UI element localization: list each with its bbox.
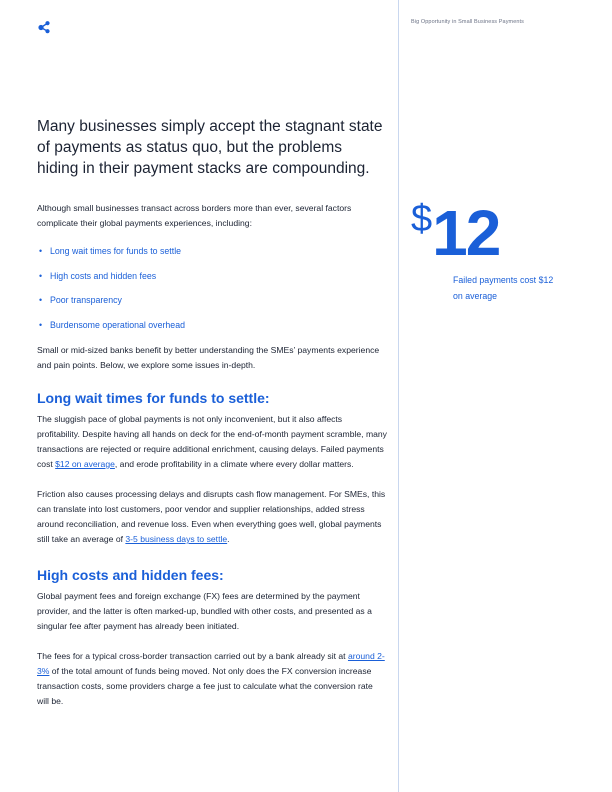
section-heading-costs-fees: High costs and hidden fees: — [37, 567, 224, 583]
list-item: • Poor transparency — [37, 294, 387, 306]
stat-currency-symbol: $ — [411, 198, 433, 240]
section-heading-wait-times: Long wait times for funds to settle: — [37, 390, 270, 406]
list-item: • Burdensome operational overhead — [37, 319, 387, 331]
fees-percentage-link[interactable]: around 2-3% — [37, 651, 385, 676]
intro-paragraph: Although small businesses transact across borders more than ever, several factors complicate their global payments experiences, including: — [37, 203, 352, 228]
summary-paragraph: Small or mid-sized banks benefit by better understanding the SMEs’ payments experience and pain points. Below, we explore some issues in-depth. — [37, 345, 380, 370]
stat-number: 12 — [432, 197, 500, 269]
stat-callout — [411, 196, 591, 304]
document-title: Big Opportunity in Small Business Payments — [411, 19, 525, 25]
lead-statement: Many businesses simply accept the stagnant state of payments as status quo, but the problems hiding in their payment stacks are compounding. — [37, 118, 383, 177]
wait-times-paragraph-1 — [37, 412, 387, 472]
column-divider — [398, 0, 399, 792]
challenges-list — [37, 245, 387, 331]
text-span: , and erode profitability in a climate where every dollar matters. — [114, 459, 354, 469]
costs-fees-paragraph-2 — [37, 649, 387, 709]
text-span: of the total amount of funds being moved. Not only does the FX conversion increase transaction costs, some providers charge a fee just to calculate what the conversion rate will be. — [37, 666, 373, 706]
text-span: . — [227, 534, 230, 544]
text-span: Friction also causes processing delays and disrupts cash flow management. For SMEs, this can translate into lost customers, poor vendor and supplier relationships, added stress around reconciliation, and revenue loss. Even when everything goes well, global payments still take an average of — [37, 489, 386, 544]
ripple-logo-icon — [37, 20, 51, 34]
stat-value — [411, 196, 591, 270]
failed-payments-cost-link[interactable]: $12 on average — [55, 459, 115, 469]
text-span: The fees for a typical cross-border transaction carried out by a bank already sit at — [37, 651, 348, 661]
stat-caption: Failed payments cost $12 on average — [453, 275, 554, 301]
text-span: The sluggish pace of global payments is not only inconvenient, but it also affects profitability. Despite having all hands on deck for the end-of-month payment scramble, many transactions are rejected or require additional enrichment, causing delays. Failed payments cost — [37, 414, 387, 469]
settlement-days-link[interactable]: 3-5 business days to settle — [125, 534, 228, 544]
wait-times-paragraph-2 — [37, 487, 387, 547]
list-item: • High costs and hidden fees — [37, 270, 387, 282]
costs-fees-paragraph-1: Global payment fees and foreign exchange (FX) fees are determined by the payment provider, and the latter is often marked-up, bundled with other costs, and presented as a singular fee after payment has already been initiated. — [37, 591, 372, 631]
list-item: • Long wait times for funds to settle — [37, 245, 387, 257]
main-column — [37, 116, 387, 724]
